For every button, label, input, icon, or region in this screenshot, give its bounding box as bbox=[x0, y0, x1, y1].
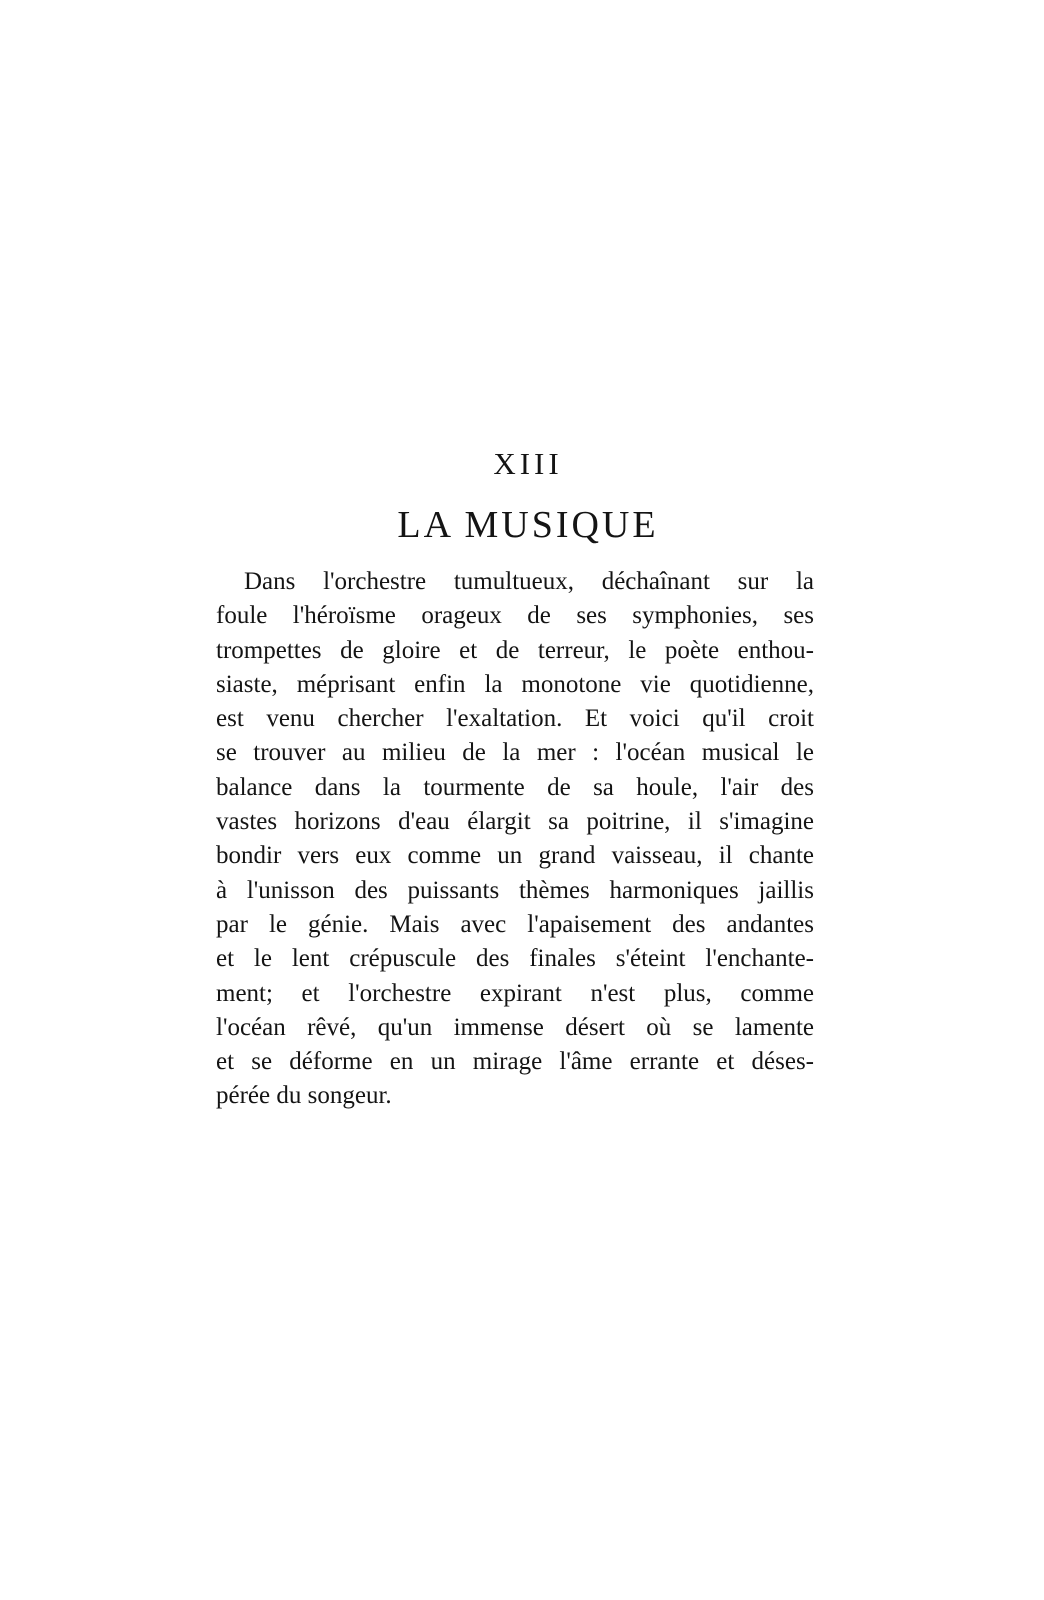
text-line: balance dans la tourmente de sa houle, l'air des bbox=[216, 773, 814, 801]
chapter-number: XIII bbox=[493, 446, 563, 481]
text-line: à l'unisson des puissants thèmes harmoniques jaillis bbox=[216, 876, 814, 904]
text-line: et le lent crépuscule des finales s'éteint l'enchante- bbox=[216, 945, 814, 973]
text-line: foule l'héroïsme orageux de ses symphonies, ses bbox=[216, 602, 814, 630]
text-line: bondir vers eux comme un grand vaisseau, il chante bbox=[216, 842, 814, 870]
text-line: est venu chercher l'exaltation. Et voici qu'il croit bbox=[216, 705, 814, 733]
text-line: Dans l'orchestre tumultueux, déchaînant sur la bbox=[244, 568, 814, 595]
text-line: vastes horizons d'eau élargit sa poitrine, il s'imagine bbox=[216, 808, 814, 836]
text-line: pérée du songeur. bbox=[216, 1082, 392, 1110]
text-line: par le génie. Mais avec l'apaisement des andantes bbox=[216, 910, 814, 938]
text-line: se trouver au milieu de la mer : l'océan musical le bbox=[216, 739, 814, 767]
text-line: trompettes de gloire et de terreur, le poète enthou- bbox=[216, 636, 814, 664]
text-line: siaste, méprisant enfin la monotone vie quotidienne, bbox=[216, 670, 814, 698]
text-line: ment; et l'orchestre expirant n'est plus, comme bbox=[216, 979, 814, 1007]
text-line: l'océan rêvé, qu'un immense désert où se lamente bbox=[216, 1013, 814, 1041]
chapter-title: LA MUSIQUE bbox=[397, 504, 659, 546]
chapter-body-paragraph bbox=[216, 565, 814, 1114]
text-line: et se déforme en un mirage l'âme errante et déses- bbox=[216, 1048, 814, 1076]
